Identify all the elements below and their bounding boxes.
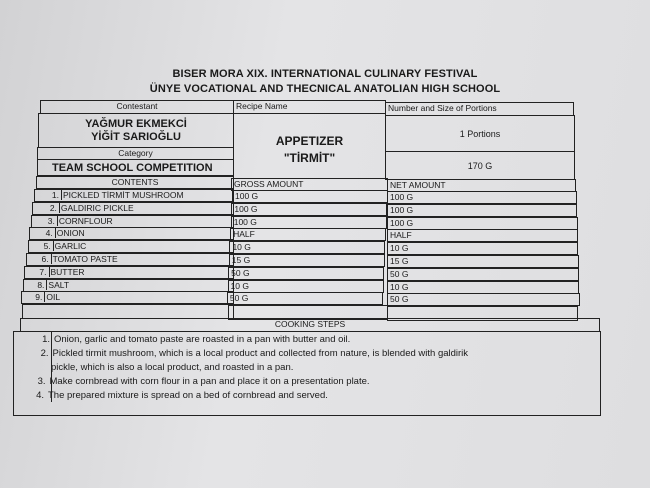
ingredient-name: ONION xyxy=(56,228,85,239)
ingredient-name-cell xyxy=(26,253,234,266)
ingredient-gross: 100 G xyxy=(231,216,387,229)
empty-row-cell xyxy=(22,304,234,319)
ingredient-number: 1. xyxy=(51,190,59,200)
ingredient-net: 10 G xyxy=(387,242,578,255)
cooking-step-number: 2. xyxy=(40,348,49,359)
ingredient-name-cell xyxy=(29,227,234,240)
ingredient-net: 100 G xyxy=(387,204,577,217)
cooking-step xyxy=(36,390,328,401)
ingredient-number: 6. xyxy=(41,254,49,264)
cooking-step-text: The prepared mixture is spread on a bed of cornbread and served. xyxy=(48,390,328,401)
cooking-step-number: 4. xyxy=(36,390,44,401)
ingredient-name-cell xyxy=(24,266,234,279)
ingredient-number: 3. xyxy=(47,215,55,226)
recipe-box xyxy=(233,113,386,179)
ingredient-name: GARLIC xyxy=(54,241,87,252)
ingredient-name-cell xyxy=(31,215,234,228)
step-number-divider xyxy=(51,332,52,402)
ingredient-gross: 50 G xyxy=(228,267,384,280)
ingredient-gross: 15 G xyxy=(229,254,385,267)
contents-header: CONTENTS xyxy=(36,176,234,189)
gross-header: GROSS AMOUNT xyxy=(231,178,388,191)
ingredient-number: 5. xyxy=(43,241,51,252)
ingredient-number: 7. xyxy=(39,266,47,277)
ingredient-gross: 10 G xyxy=(229,241,385,254)
festival-title: BISER MORA XIX. INTERNATIONAL CULINARY FESTIVAL xyxy=(172,68,478,80)
ingredient-gross: 100 G xyxy=(232,190,388,203)
cooking-step-text: Make cornbread with corn flour in a pan and place it on a presentation plate. xyxy=(49,376,370,387)
ingredient-net: 15 G xyxy=(387,255,579,268)
ingredient-name: BUTTER xyxy=(50,266,85,277)
contestant-2: YİĞİT SARIOĞLU xyxy=(91,131,181,143)
ingredient-name-cell xyxy=(28,240,234,253)
category-value: TEAM SCHOOL COMPETITION xyxy=(52,162,213,174)
cooking-step xyxy=(40,348,469,359)
category-label: Category xyxy=(37,147,234,160)
portion-size: 170 G xyxy=(467,161,493,171)
ingredient-name: OIL xyxy=(46,292,61,303)
ingredient-net: 50 G xyxy=(387,293,580,306)
cooking-step-text: Pickled tirmit mushroom, which is a local product and collected from nature, is blended with galdirik xyxy=(52,348,469,359)
ingredient-gross: 100 G xyxy=(231,203,387,216)
cooking-step-number: 1. xyxy=(42,334,50,345)
cooking-step-text: pickle, which is also a local product, and roasted in a pan. xyxy=(51,362,294,373)
ingredient-number: 4. xyxy=(45,228,53,239)
cooking-step-number: 3. xyxy=(37,376,46,387)
ingredient-gross: HALF xyxy=(230,228,386,241)
recipe-name: "TİRMİT" xyxy=(283,151,336,165)
contestant-label: Contestant xyxy=(40,100,234,114)
ingredient-name: CORNFLOUR xyxy=(58,215,113,226)
ingredient-net: HALF xyxy=(387,229,578,242)
recipe-label: Recipe Name xyxy=(233,100,386,114)
category-box xyxy=(37,159,234,176)
ingredient-name: PICKLED TİRMİT MUSHROOM xyxy=(63,190,184,200)
contestant-1: YAĞMUR EKMEKCİ xyxy=(85,118,187,130)
ingredient-name-cell xyxy=(21,291,234,304)
portions-count: 1 Portions xyxy=(459,129,501,139)
ingredient-name: SALT xyxy=(48,279,70,290)
ingredient-net: 50 G xyxy=(387,268,579,281)
net-header: NET AMOUNT xyxy=(387,179,576,192)
ingredient-name-cell xyxy=(34,189,234,202)
ingredient-name-cell xyxy=(32,202,234,215)
cooking-step-text: Onion, garlic and tomato paste are roasted in a pan with butter and oil. xyxy=(54,334,351,345)
ingredient-net: 10 G xyxy=(387,281,579,294)
portions-label: Number and Size of Portions xyxy=(385,102,574,116)
cooking-steps-title: COOKING STEPS xyxy=(20,318,600,332)
ingredient-net: 100 G xyxy=(387,217,578,230)
contestants-box xyxy=(38,113,234,148)
ingredient-name: GALDIRIC PICKLE xyxy=(60,202,134,213)
ingredient-name-cell xyxy=(23,279,234,292)
school-title: ÜNYE VOCATIONAL AND THECNICAL ANATOLIAN HIGH SCHOOL xyxy=(149,83,501,95)
cooking-step xyxy=(37,376,370,387)
cooking-step xyxy=(42,334,351,345)
portion-size-box xyxy=(385,151,575,180)
ingredient-number: 9. xyxy=(35,292,43,303)
cooking-steps-box xyxy=(13,331,601,416)
ingredient-gross: 10 G xyxy=(228,280,384,293)
ingredient-name: TOMATO PASTE xyxy=(52,254,118,264)
ingredient-net: 100 G xyxy=(387,191,577,204)
portions-count-box xyxy=(385,115,575,152)
ingredient-gross: 50 G xyxy=(227,292,383,305)
ingredient-number: 2. xyxy=(49,202,57,213)
recipe-type: APPETIZER xyxy=(275,134,344,148)
ingredient-number: 8. xyxy=(37,279,45,290)
cooking-step xyxy=(51,362,293,373)
